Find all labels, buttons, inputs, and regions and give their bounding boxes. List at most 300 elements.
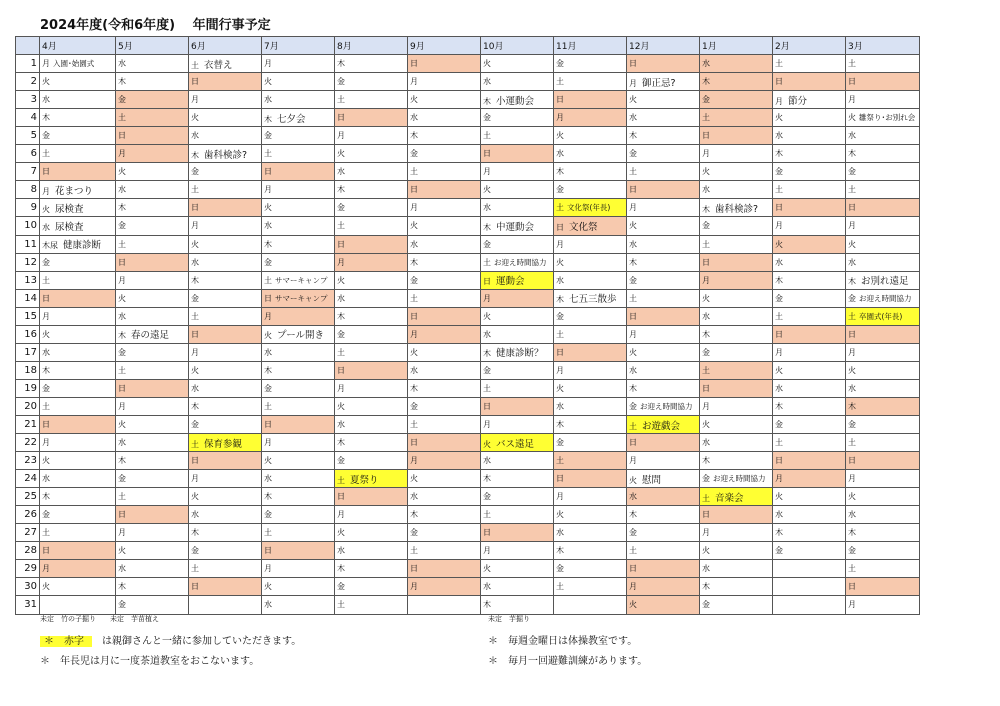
day-cell [700,253,773,271]
day-row [16,325,920,343]
day-cell [846,217,920,235]
weekday-label: 月 [191,474,199,484]
day-cell [408,524,481,542]
weekday-label: 水 [556,275,564,285]
weekday-label: 日 [556,474,564,484]
day-cell [40,578,116,596]
day-cell [773,506,846,524]
day-number: 28 [16,542,40,560]
day-cell [408,488,481,506]
day-cell [408,181,481,199]
day-cell [189,271,262,289]
day-cell [40,127,116,145]
day-cell [335,542,408,560]
weekday-label: 日 [191,456,199,466]
event-label: 運動会 [496,276,525,288]
red-label: 赤字 [64,636,84,647]
weekday-label: 火 [556,383,564,393]
day-cell [846,91,920,109]
notes-section [40,614,980,674]
weekday-label: 金 [264,510,272,520]
day-cell [189,73,262,91]
weekday-label: 月 [702,401,710,411]
weekday-label: 水 [264,221,272,231]
weekday-label: 日 [775,329,783,339]
weekday-label: 土 [118,492,126,502]
day-cell [481,217,554,235]
weekday-label: 月 [42,59,50,69]
day-cell [408,397,481,415]
day-cell [773,91,846,109]
day-cell [481,181,554,199]
event-label: バス遠足 [496,438,535,450]
weekday-label: 金 [629,528,637,538]
day-cell [116,253,189,271]
day-cell [627,542,700,560]
weekday-label: 月 [337,510,345,520]
day-cell [189,55,262,73]
day-cell [335,488,408,506]
weekday-label: 月 [42,186,50,196]
weekday-label: 土 [191,60,199,70]
day-row [16,434,920,452]
day-cell [335,55,408,73]
weekday-label: 土 [118,113,126,123]
weekday-label: 土 [483,383,491,393]
weekday-label: 土 [629,421,637,431]
day-cell [700,560,773,578]
day-row [16,55,920,73]
weekday-label: 木 [702,329,710,339]
weekday-label: 月 [483,546,491,556]
day-cell [554,145,627,163]
day-cell [773,415,846,433]
event-label: お遊戯会 [642,420,681,432]
month-header: 2月 [773,37,846,55]
day-cell [554,524,627,542]
day-cell [700,91,773,109]
day-cell [189,361,262,379]
day-cell [189,560,262,578]
day-cell [189,145,262,163]
day-cell [700,55,773,73]
weekday-label: 木 [702,204,710,214]
weekday-label: 水 [702,59,710,69]
weekday-label: 木 [337,311,345,321]
weekday-label: 木 [848,528,856,538]
weekday-label: 土 [629,293,637,303]
day-cell [408,73,481,91]
day-cell [846,235,920,253]
day-cell [481,361,554,379]
weekday-label: 月 [264,438,272,448]
weekday-label: 木 [264,365,272,375]
weekday-label: 水 [191,510,199,520]
day-cell [627,488,700,506]
day-cell [40,217,116,235]
day-row [16,343,920,361]
day-cell [408,506,481,524]
weekday-label: 火 [410,95,418,105]
day-cell [335,217,408,235]
day-cell [40,452,116,470]
event-label: 尿検査 [55,221,84,233]
day-cell [846,109,920,127]
day-number: 8 [16,181,40,199]
weekday-label: 金 [483,239,491,249]
weekday-label: 火 [191,239,199,249]
day-cell [773,145,846,163]
day-cell [481,596,554,614]
asterisk: ＊ [488,636,498,647]
day-cell [773,271,846,289]
weekday-label: 金 [410,528,418,538]
weekday-label: 土 [556,77,564,87]
weekday-label: 火 [191,492,199,502]
note-red-text: は親御さんと一緒に参加していただきます。 [102,636,302,647]
day-cell [554,199,627,217]
day-number: 16 [16,325,40,343]
month-header: 3月 [846,37,920,55]
weekday-label: 月 [410,456,418,466]
weekday-label: 水 [483,203,491,213]
weekday-label: 金 [702,474,710,484]
day-cell [335,307,408,325]
day-cell [700,181,773,199]
weekday-label: 金 [191,546,199,556]
weekday-label: 金 [702,221,710,231]
month-header: 4月 [40,37,116,55]
day-cell [116,181,189,199]
weekday-label: 木 [118,77,126,87]
day-cell [700,145,773,163]
weekday-label: 月 [337,131,345,141]
weekday-label: 月 [264,59,272,69]
weekday-label: 月 [118,401,126,411]
weekday-label: 金 [483,113,491,123]
weekday-label: 火 [337,149,345,159]
weekday-label: 水 [556,149,564,159]
day-number: 3 [16,91,40,109]
day-cell [116,325,189,343]
day-cell [846,415,920,433]
day-cell [408,307,481,325]
weekday-label: 金 [629,275,637,285]
note-small-left: 未定 竹の子掘り 未定 芋苗植え [40,615,159,623]
day-cell [335,434,408,452]
day-cell [627,415,700,433]
weekday-label: 月 [775,221,783,231]
weekday-label: 金 [702,347,710,357]
day-number: 26 [16,506,40,524]
day-cell [116,361,189,379]
day-cell [189,434,262,452]
weekday-label: 月 [702,528,710,538]
weekday-label: 火 [848,365,856,375]
day-cell [189,307,262,325]
weekday-label: 水 [775,510,783,520]
day-number: 21 [16,415,40,433]
weekday-label: 金 [702,95,710,105]
weekday-label: 日 [629,185,637,195]
day-cell [40,343,116,361]
day-cell [189,235,262,253]
day-cell [40,560,116,578]
month-header: 5月 [116,37,189,55]
day-number: 22 [16,434,40,452]
day-cell [408,127,481,145]
weekday-label: 日 [848,77,856,87]
weekday-label: 土 [264,401,272,411]
day-row [16,452,920,470]
weekday-label: 土 [483,510,491,520]
day-cell [773,470,846,488]
weekday-label: 金 [118,221,126,231]
weekday-label: 木 [483,349,491,359]
day-row [16,560,920,578]
day-cell [262,307,335,325]
day-cell [846,379,920,397]
day-cell [40,253,116,271]
weekday-label: 水 [118,438,126,448]
weekday-label: 火 [410,347,418,357]
weekday-label: 日 [337,113,345,123]
weekday-label: 土 [42,149,50,159]
weekday-label: 土 [848,438,856,448]
day-cell [262,91,335,109]
day-cell [262,470,335,488]
weekday-label: 木 [702,582,710,592]
weekday-label: 月 [264,564,272,574]
weekday-label: 水 [118,59,126,69]
day-cell [335,235,408,253]
event-label: 衣替え [204,59,233,71]
day-cell [116,289,189,307]
day-cell [554,307,627,325]
weekday-label: 火 [191,113,199,123]
day-cell [700,271,773,289]
day-cell [116,470,189,488]
weekday-label: 月 [848,600,856,610]
day-cell [116,415,189,433]
weekday-label: 日 [848,456,856,466]
day-cell [554,397,627,415]
day-cell [40,361,116,379]
weekday-label: 水 [410,113,418,123]
day-cell [335,452,408,470]
month-header: 6月 [189,37,262,55]
weekday-label: 水 [848,510,856,520]
day-number: 11 [16,235,40,253]
weekday-label: 金 [848,167,856,177]
day-cell [408,91,481,109]
day-cell [554,91,627,109]
day-cell [554,127,627,145]
day-cell [481,397,554,415]
weekday-label: 日 [483,277,491,287]
weekday-label: 月 [556,365,564,375]
day-cell [40,91,116,109]
weekday-label: 水 [264,95,272,105]
weekday-label: 木 [191,528,199,538]
weekday-label: 月 [629,203,637,213]
day-number: 5 [16,127,40,145]
weekday-label: 水 [191,131,199,141]
day-cell [262,542,335,560]
weekday-label: 月 [410,329,418,339]
weekday-label: 日 [556,222,564,232]
weekday-label: 月 [848,95,856,105]
weekday-label: 木 [118,456,126,466]
event-label: サマーキャンプ [275,275,328,285]
day-row [16,361,920,379]
day-cell [554,73,627,91]
weekday-label: 金 [848,546,856,556]
weekday-label: 金 [775,420,783,429]
weekday-label: 火 [775,365,783,375]
day-cell [481,73,554,91]
weekday-label: 木 [337,438,345,448]
day-cell [554,578,627,596]
weekday-label: 金 [775,293,783,303]
weekday-label: 日 [483,149,491,159]
day-cell [189,452,262,470]
day-cell [554,217,627,235]
weekday-label: 日 [556,347,564,357]
day-cell [627,596,700,614]
weekday-label: 木 [483,96,491,106]
month-header: 7月 [262,37,335,55]
day-cell [116,127,189,145]
day-cell [627,217,700,235]
event-label: 春の遠足 [131,330,170,342]
weekday-label: 水 [42,222,50,232]
day-cell [700,488,773,506]
weekday-label: 月 [191,347,199,357]
day-number: 25 [16,488,40,506]
weekday-label: 水 [556,528,564,538]
day-cell [408,253,481,271]
weekday-label: 水 [410,239,418,249]
day-row [16,235,920,253]
day-cell [846,361,920,379]
day-cell [700,199,773,217]
day-cell [189,253,262,271]
day-cell [700,524,773,542]
day-cell [627,452,700,470]
asterisk: ＊ [488,656,498,667]
weekday-label: 日 [775,456,783,466]
weekday-label: 木 [775,401,783,411]
day-cell [700,452,773,470]
weekday-label: 土 [264,149,272,159]
day-cell [335,524,408,542]
day-cell [335,253,408,271]
day-cell [773,524,846,542]
weekday-label: 金 [629,401,637,411]
day-cell [408,55,481,73]
day-cell [189,506,262,524]
day-cell [262,596,335,614]
day-cell [846,506,920,524]
day-cell [189,578,262,596]
weekday-label: 水 [337,420,345,429]
day-cell [481,379,554,397]
weekday-label: 土 [775,59,783,69]
weekday-label: 月 [410,203,418,213]
weekday-label: 日 [118,383,126,393]
weekday-label: 土 [483,257,491,267]
day-cell [627,253,700,271]
weekday-label: 水 [702,564,710,574]
day-cell [262,289,335,307]
day-cell [627,73,700,91]
day-cell [554,560,627,578]
day-cell [627,307,700,325]
weekday-label: 日 [42,420,50,429]
day-row [16,415,920,433]
day-cell [773,73,846,91]
weekday-label: 月 [42,438,50,448]
weekday-label: 火 [702,546,710,556]
weekday-label: 日 [264,293,272,303]
weekday-label: 月 [483,420,491,429]
weekday-label: 日 [629,59,637,69]
day-cell [408,217,481,235]
day-cell [481,289,554,307]
day-row [16,524,920,542]
weekday-label: 木 [629,383,637,393]
weekday-label: 月 [775,96,783,106]
weekday-label: 火 [42,204,50,214]
day-cell [262,163,335,181]
day-cell [262,343,335,361]
weekday-label: 木 [483,600,491,610]
weekday-label: 木 [556,546,564,556]
weekday-label: 日 [702,510,710,520]
day-cell [773,560,846,578]
day-cell [773,578,846,596]
day-cell [481,91,554,109]
day-number: 12 [16,253,40,271]
day-cell [773,542,846,560]
day-cell [846,397,920,415]
weekday-label: 日 [410,438,418,448]
weekday-label: 月 [191,95,199,105]
day-cell [116,217,189,235]
day-cell [773,199,846,217]
day-cell [846,524,920,542]
weekday-label: 月 [848,221,856,231]
day-cell [846,163,920,181]
day-row [16,109,920,127]
day-cell [408,578,481,596]
weekday-label: 月 [118,528,126,538]
weekday-label: 水 [556,401,564,411]
day-cell [40,109,116,127]
event-label: お迎え時間協力 [640,401,693,411]
day-cell [554,271,627,289]
weekday-label: 水 [775,131,783,141]
asterisk: ＊ [40,656,50,667]
day-cell [40,235,116,253]
day-cell [700,470,773,488]
note-drill-text: 毎月一回避難訓練があります。 [508,656,648,667]
event-label: 慰問 [642,474,662,486]
weekday-label: 日 [483,528,491,538]
note-tea-row [40,652,259,667]
weekday-label: 水 [118,185,126,195]
